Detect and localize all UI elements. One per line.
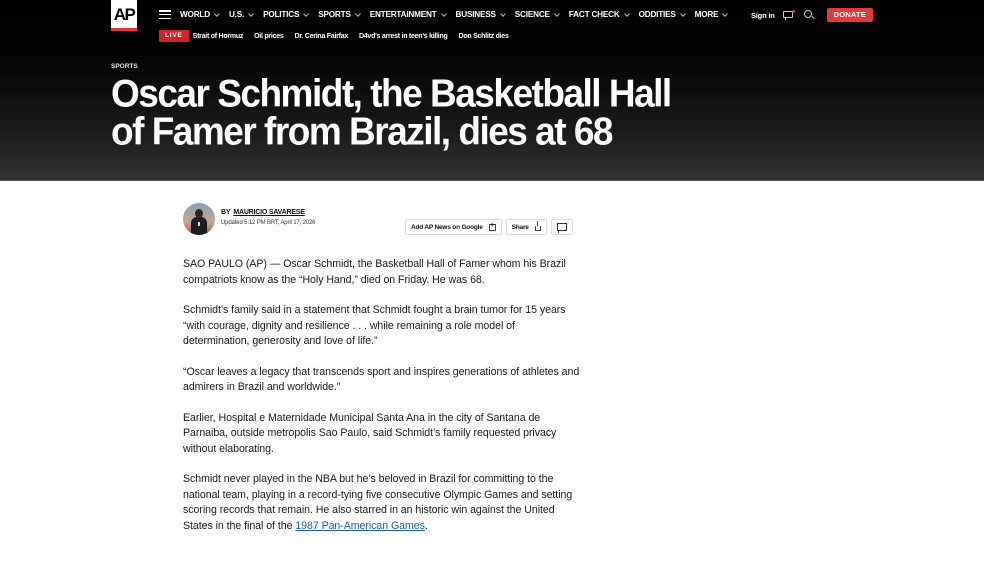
trending-link[interactable]: Oil prices — [254, 32, 284, 40]
search-button[interactable] — [801, 8, 815, 22]
trending-link[interactable]: Strait of Hormuz — [192, 32, 244, 40]
nav-item-fact-check[interactable] — [569, 9, 629, 21]
trending-link[interactable]: D4vd's arrest in teen's killing — [358, 32, 448, 40]
nav-label: FACT CHECK — [568, 10, 620, 19]
pan-american-games-link[interactable]: 1987 Pan-American Games — [295, 519, 425, 532]
chevron-down-icon — [355, 11, 361, 17]
comments-button[interactable] — [551, 219, 573, 235]
comment-icon — [557, 223, 567, 231]
button-label: Add AP News on Google — [411, 223, 483, 231]
trending-link[interactable]: Dr. Cerina Fairfax — [294, 32, 348, 40]
byline — [183, 203, 315, 235]
byline-prefix: BY — [221, 209, 231, 216]
page-title: Oscar Schmidt, the Basketball Hall of Famer from Brazil, dies at 68 — [111, 71, 671, 153]
nav-label: SPORTS — [318, 10, 351, 19]
nav-item-oddities[interactable] — [639, 9, 685, 21]
nav-item-sports[interactable] — [318, 9, 359, 21]
nav-item-world[interactable] — [180, 9, 219, 21]
paragraph: Earlier, Hospital e Maternidade Municipal Santa Ana in the city of Santana de Parnaiba, outside metropolis Sao Paulo, said Schmidt’s family requested privacy without elaborating. — [183, 411, 557, 455]
paragraph — [183, 472, 583, 534]
notification-dot — [792, 10, 795, 13]
main-nav — [180, 9, 737, 21]
sign-in-link[interactable]: Sign in — [751, 10, 775, 20]
chevron-down-icon — [500, 11, 506, 17]
nav-item-science[interactable] — [515, 9, 559, 21]
trending-link[interactable]: Don Schlitz dies — [458, 32, 509, 40]
ap-logo[interactable] — [111, 0, 137, 31]
chevron-down-icon — [680, 11, 686, 17]
donate-button[interactable]: DONATE — [827, 8, 873, 22]
chevron-down-icon — [554, 11, 560, 17]
nav-label: U.S. — [228, 10, 245, 19]
nav-item-politics[interactable] — [263, 9, 308, 21]
share-button[interactable] — [506, 219, 547, 235]
add-icon — [489, 224, 496, 231]
section-label[interactable]: SPORTS — [111, 63, 138, 70]
chevron-down-icon — [441, 11, 447, 17]
menu-icon[interactable] — [159, 10, 171, 19]
article-body — [183, 257, 583, 549]
button-label: Share — [511, 223, 529, 231]
chevron-down-icon — [303, 11, 309, 17]
article-actions — [405, 219, 577, 235]
chevron-down-icon — [214, 11, 220, 17]
author-link[interactable]: MAURICIO SAVARESE — [233, 209, 305, 216]
chevron-down-icon — [624, 11, 630, 17]
avatar[interactable] — [183, 203, 215, 235]
search-icon — [804, 10, 812, 18]
updated-timestamp: Updated 5:12 PM BRT, April 17, 2026 — [221, 220, 316, 226]
nav-label: BUSINESS — [455, 10, 496, 19]
paragraph-end: . — [424, 519, 428, 532]
nav-label: MORE — [694, 10, 719, 19]
nav-item-business[interactable] — [456, 9, 505, 21]
chevron-down-icon — [248, 11, 254, 17]
paragraph: “Oscar leaves a legacy that transcends sport and inspires generations of athletes and admirers in Brazil and worldwide.” — [183, 365, 580, 393]
account-nav — [751, 8, 873, 22]
paragraph-text: Schmidt never played in the NBA but he’s beloved in Brazil for committing to the national team, playing in a record-tying five consecutive Olympic Games and setting scoring records that remain. He also starred in an historic win against the United States in the final of the — [183, 473, 573, 532]
add-ap-google-button[interactable] — [405, 219, 502, 235]
nav-label: POLITICS — [263, 10, 300, 19]
nav-label: SCIENCE — [514, 10, 550, 19]
paragraph: Schmidt’s family said in a statement that Schmidt fought a brain tumor for 15 years “with courage, dignity and resilience . . . while remaining a role model of determination, generosity and love of life.” — [183, 304, 566, 347]
logo-text: AP — [113, 5, 135, 24]
share-icon — [535, 226, 541, 231]
nav-label: ODDITIES — [638, 10, 676, 19]
chevron-down-icon — [723, 11, 729, 17]
paragraph: SAO PAULO (AP) — Oscar Schmidt, the Basketball Hall of Famer whom his Brazil compatriots know as the “Holy Hand,” died on Friday. He was 68. — [183, 258, 566, 286]
nav-item-more[interactable] — [695, 9, 728, 21]
article-hero — [0, 0, 984, 181]
nav-label: ENTERTAINMENT — [369, 10, 437, 19]
trending-bar — [159, 30, 520, 42]
notifications-button[interactable] — [781, 8, 795, 22]
author-line — [221, 209, 315, 216]
nav-item-entertainment[interactable] — [370, 9, 446, 21]
nav-label: WORLD — [180, 10, 210, 19]
nav-item-us[interactable] — [229, 9, 253, 21]
live-badge[interactable]: LIVE — [159, 30, 189, 42]
